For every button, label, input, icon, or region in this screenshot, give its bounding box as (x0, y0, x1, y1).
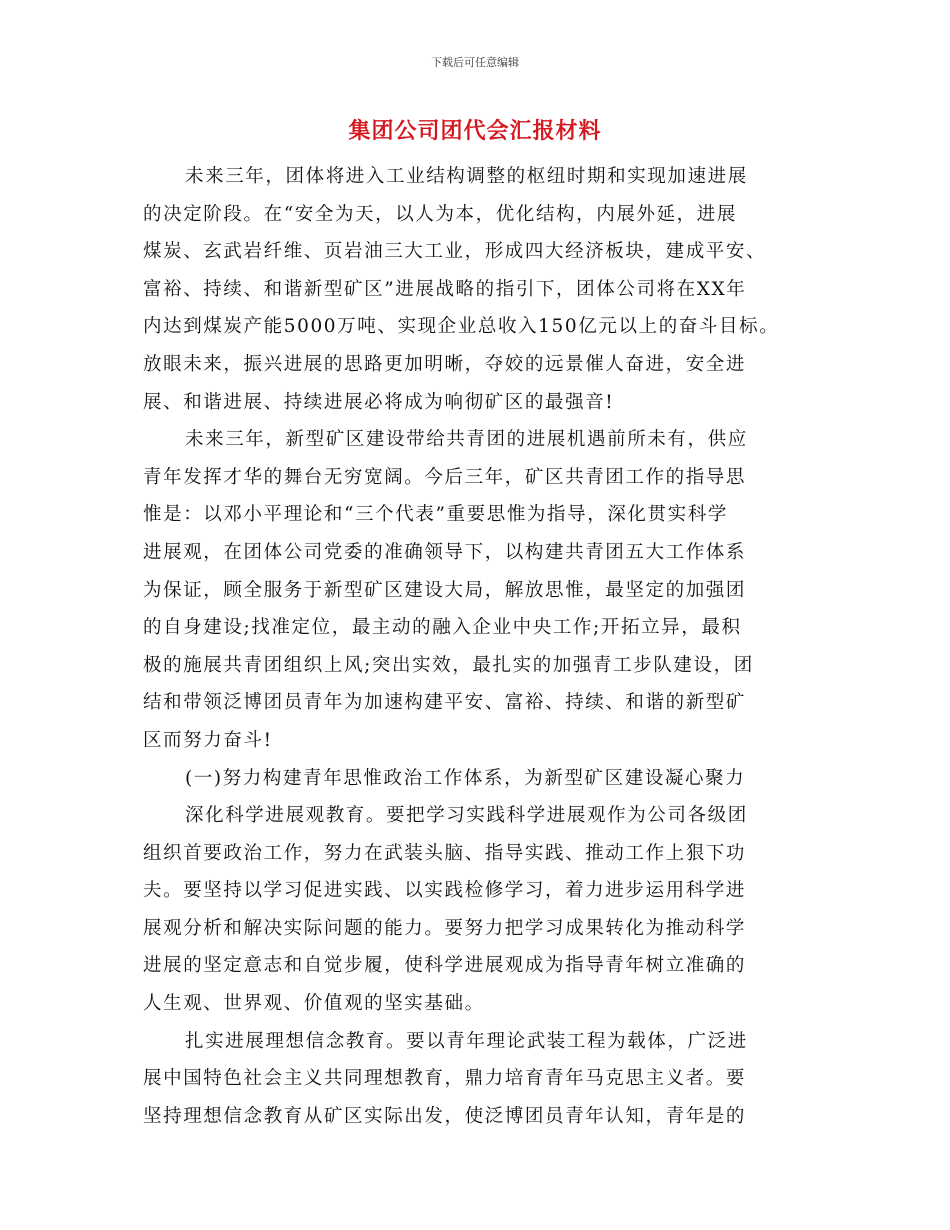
page-header-note: 下载后可任意编辑 (431, 56, 519, 69)
text-line: 区而努力奋斗! (143, 729, 273, 751)
text-line: 展中国特色社会主义共同理想教育，鼎力培育青年马克思主义者。要 (143, 1068, 747, 1090)
text-line: 的决定阶段。在“安全为天，以人为本，优化结构，内展外延，进展 (143, 203, 737, 225)
text-line: 夫。要坚持以学习促进实践、以实践检修学习，着力进步运用科学进 (143, 880, 747, 902)
text-line: 扎实进展理想信念教育。要以青年理论武装工程为载体，广泛进 (185, 1030, 748, 1052)
text-line: 进展的坚定意志和自觉步履，使科学进展观成为指导青年树立准确的 (143, 955, 747, 977)
text-line: 展观分析和解决实际问题的能力。要努力把学习成果转化为推动科学 (143, 917, 747, 939)
text-line: 深化科学进展观教育。要把学习实践科学进展观作为公司各级团 (185, 805, 748, 827)
document-body (143, 158, 813, 1135)
text-line: 为保证，顾全服务于新型矿区建设大局，解放思惟，最坚定的加强团 (143, 579, 747, 601)
text-line: 的自身建设;找准定位，最主动的融入企业中央工作;开拓立异，最积 (143, 617, 742, 639)
text-line: 煤炭、玄武岩纤维、页岩油三大工业，形成四大经济板块，建成平安、 (143, 241, 767, 263)
text-line: (一)努力构建青年思惟政治工作体系，为新型矿区建设凝心聚力 (185, 767, 746, 789)
text-line: 惟是：以邓小平理论和“三个代表”重要思惟为指导，深化贯实科学 (143, 504, 728, 526)
text-line: 青年发挥才华的舞台无穷宽阔。今后三年，矿区共青团工作的指导思 (143, 466, 747, 488)
text-line: 未来三年，团体将进入工业结构调整的枢纽时期和实现加速进展 (185, 166, 748, 187)
text-line: 放眼未来，振兴进展的思路更加明晰，夺姣的远景催人奋进，安全进 (143, 353, 747, 375)
text-line: 展、和谐进展、持续进展必将成为响彻矿区的最强音! (143, 391, 615, 413)
text-line: 内达到煤炭产能5000万吨、实现企业总收入150亿元以上的奋斗目标。 (143, 316, 780, 338)
document-title: 集团公司团代会汇报材料 (348, 118, 602, 144)
text-line: 坚持理想信念教育从矿区实际出发，使泛博团员青年认知，青年是的 (143, 1105, 747, 1127)
text-line: 未来三年，新型矿区建设带给共青团的进展机遇前所未有，供应 (185, 429, 748, 451)
text-line: 结和带领泛博团员青年为加速构建平安、富裕、持续、和谐的新型矿 (143, 692, 747, 714)
text-line: 进展观，在团体公司党委的准确领导下，以构建共青团五大工作体系 (143, 541, 747, 563)
text-line: 富裕、持续、和谐新型矿区”进展战略的指引下，团体公司将在XX年 (143, 278, 747, 300)
text-line: 组织首要政治工作，努力在武装头脑、指导实践、推动工作上狠下功 (143, 842, 747, 864)
text-line: 极的施展共青团组织上风;突出实效，最扎实的加强青工步队建设，团 (143, 654, 754, 676)
text-line: 人生观、世界观、价值观的坚实基础。 (143, 993, 485, 1015)
